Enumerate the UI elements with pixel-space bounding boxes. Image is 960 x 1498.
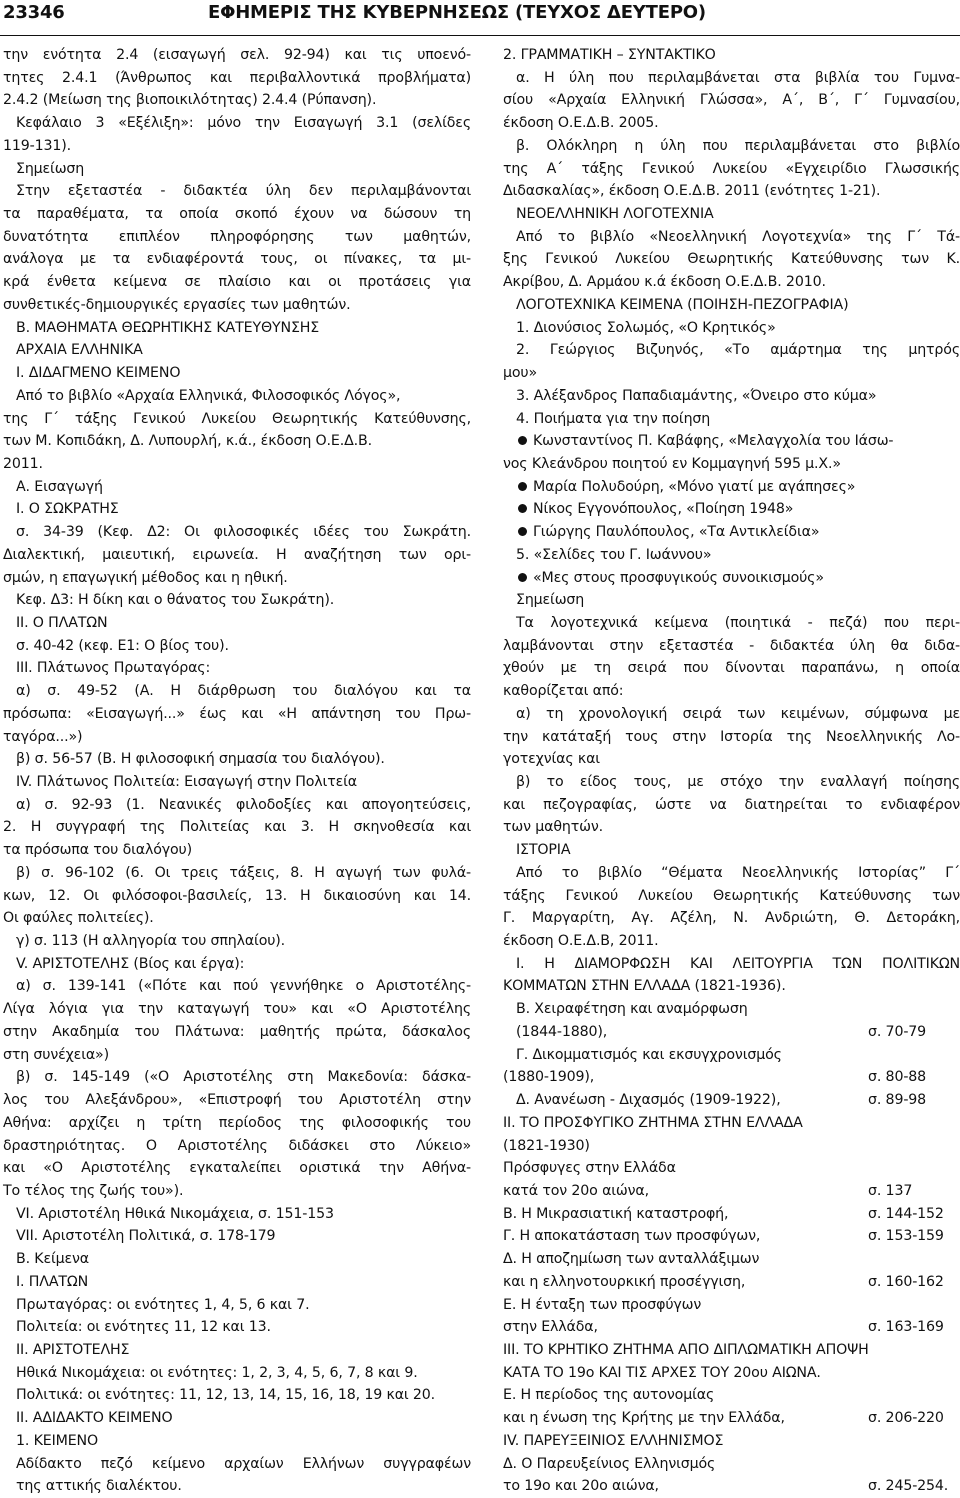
text-line: V. ΑΡΙΣΤΟΤΕΛΗΣ (Βίος και έργα): [16, 955, 245, 972]
history-row [503, 1225, 960, 1248]
history-row [503, 1316, 960, 1339]
text-line: Ι. ΔΙΔΑΓΜΕΝΟ ΚΕΙΜΕΝΟ [16, 365, 181, 382]
text-line: ταγόρα...») [3, 728, 83, 745]
history-topic: και η ελληνοτουρκική προσέγγιση, [503, 1273, 746, 1290]
text-line: κρά ένθετα κείμενα σε πλαίσιο και οι προτάσεις για [3, 274, 471, 291]
text-line: Πολιτικά: οι ενότητες: 11, 12, 13, 14, 15, 16, 18, 19 και 20. [16, 1387, 436, 1404]
history-topic: ΙV. ΠΑΡΕΥΞΕΙΝΙΟΣ ΕΛΛΗΝΙΣΜΟΣ [503, 1432, 724, 1449]
history-topic: ΙΙ. ΤΟ ΠΡΟΣΦΥΓΙΚΟ ΖΗΤΗΜΑ ΣΤΗΝ ΕΛΛΑΔΑ [503, 1114, 803, 1131]
history-row [503, 1384, 960, 1407]
bullet-item [503, 521, 960, 544]
text-line: 1. ΚΕΙΜΕΝΟ [16, 1432, 98, 1449]
page-number: 23346 [3, 2, 65, 23]
history-topic: το 19ο και 20ο αιώνα, [503, 1478, 659, 1495]
text-line: τητες 2.4.1 (Άνθρωπος και περιβαλλοντικά προβλήματα) [3, 69, 471, 86]
text-line: την κατάταξή τους στην Ιστορία της Νεοελληνικής Λο- [503, 728, 960, 745]
text-line: των μαθητών. [503, 819, 603, 836]
bullet-text: Νίκος Εγγονόπουλος, «Ποίηση 1948» [533, 501, 794, 518]
text-line: συνθετικές-δημιουργικές εργασίες των μαθητών. [3, 296, 351, 313]
text-line: Τα λογοτεχνικά κείμενα (ποιητικά - πεζά) που περι- [516, 614, 960, 631]
bullet-text: «Μες στους προσφυγικούς συνοικισμούς» [533, 569, 824, 586]
text-line: Από το βιβλίο «Αρχαία Ελληνικά, Φιλοσοφικός Λόγος», [16, 387, 401, 404]
text-line: Α. Εισαγωγή [16, 478, 103, 495]
text-line: α) σ. 49-52 (Α. Η διάρθρωση του διαλόγου και τα [16, 683, 471, 700]
history-row [503, 1339, 960, 1362]
text-line: 3. Αλέξανδρος Παπαδιαμάντης, «Όνειρο στο κύμα» [516, 387, 877, 404]
text-line: ΙΙ. ΑΡΙΣΤΟΤΕΛΗΣ [16, 1341, 130, 1358]
gazette-title: ΕΦΗΜΕΡΙΣ ΤΗΣ ΚΥΒΕΡΝΗΣΕΩΣ (ΤΕΥΧΟΣ ΔΕΥΤΕΡΟ) [208, 2, 706, 23]
history-pages: σ. 153-159 [868, 1228, 944, 1245]
text-line: σ. 34-39 (Κεφ. Δ2: Οι φιλοσοφικές ιδέες του Σωκράτη. [16, 524, 471, 541]
bullet-text: Μαρία Πολυδούρη, «Μόνο γιατί με αγάπησες» [533, 478, 856, 495]
history-row [503, 1362, 960, 1385]
text-line: Ι. Η ΔΙΑΜΟΡΦΩΣΗ ΚΑΙ ΛΕΙΤΟΥΡΓΙΑ ΤΩΝ ΠΟΛΙΤΙΚΩΝ [516, 955, 960, 972]
text-line: καθορίζεται από: [503, 683, 624, 700]
text-line: στη συνέχεια») [3, 1046, 109, 1063]
text-line: Β. Χειραφέτηση και αναμόρφωση [516, 1001, 748, 1018]
history-pages: σ. 89-98 [868, 1092, 927, 1109]
history-row [503, 1021, 960, 1044]
text-line: α) σ. 92-93 (1. Νεανικές φιλοδοξίες και απογοητεύσεις, [16, 796, 471, 813]
text-line: Αθήνα: αρχίζει η τρίτη περίοδος της φιλοσοφικής του [3, 1114, 471, 1131]
bullet-item [503, 430, 960, 453]
text-line: Γ. Μαργαρίτη, Αγ. Αζέλη, Ν. Ανδριώτη, Θ. Δετοράκη, [503, 910, 960, 927]
text-line: α) σ. 139-141 («Πότε και πού γεννήθηκε ο Αριστοτέλης- [16, 978, 471, 995]
history-topic: (1880-1909), [503, 1069, 595, 1086]
text-line: ξης Γενικού Λυκείου Θεωρητικής Κατεύθυνσης των Κ. [503, 251, 960, 268]
history-row [503, 1135, 960, 1158]
text-line: β. Ολόκληρη η ύλη που περιλαμβάνεται στο βιβλίο [516, 137, 960, 154]
text-line: Αδίδακτο πεζό κείμενο αρχαίων Ελλήνων συγγραφέων [16, 1455, 471, 1472]
text-line: Ακρίβου, Δ. Αρμάου κ.ά έκδοση Ο.Ε.Δ.Β. 2010. [503, 274, 826, 291]
text-line: δραστηριότητας. Ο Αριστοτέλης διδάσκει στο Λύκειο» [3, 1137, 471, 1154]
bullet-icon [518, 527, 527, 536]
text-line: των Μ. Κοπιδάκη, Δ. Λυπουρλή, κ.ά., έκδοση Ο.Ε.Δ.Β. [3, 433, 372, 450]
history-pages: σ. 163-169 [868, 1319, 944, 1336]
text-line: Ι. ΠΛΑΤΩΝ [16, 1273, 89, 1290]
bullet-item [503, 476, 960, 499]
text-line: σίου «Αρχαία Ελληνική Γλώσσα», Α΄, Β΄, Γ΄ Γυμνασίου, [503, 92, 960, 109]
text-line: δυνατότητα επιπλέον πληροφόρησης των μαθητών, [3, 228, 471, 245]
history-topic: Πρόσφυγες στην Ελλάδα [503, 1160, 676, 1177]
text-line: την ενότητα 2.4 (εισαγωγή σελ. 92-94) και τις υποενό- [3, 47, 471, 63]
history-pages: σ. 160-162 [868, 1273, 944, 1290]
text-line: β) το είδος τους, με στόχο την εναλλαγή ποίησης [516, 774, 960, 790]
text-line: ΙΙ. ΑΔΙΔΑΚΤΟ ΚΕΙΜΕΝΟ [16, 1410, 173, 1427]
text-line: και «Ο Αριστοτέλης εγκαταλείπει οριστικά την Αθήνα- [3, 1160, 471, 1177]
history-row [503, 1157, 960, 1180]
history-topic: ΙΙΙ. ΤΟ ΚΡΗΤΙΚΟ ΖΗΤΗΜΑ ΑΠΟ ΔΙΠΛΩΜΑΤΙΚΗ ΑΠΟΨΗ [503, 1341, 869, 1358]
text-line: σ. 40-42 (κεφ. Ε1: Ο βίος του). [16, 637, 229, 654]
text-line: ανάλογα με τα ενδιαφέροντά τους, οι πίνακες, τα μι- [3, 251, 471, 268]
bullet-item [503, 498, 960, 521]
text-line: ΝΕΟΕΛΛΗΝΙΚΗ ΛΟΓΟΤΕΧΝΙΑ [516, 206, 714, 223]
history-topic: Δ. Ο Παρευξείνιος Ελληνισμός [503, 1455, 716, 1472]
history-row [503, 1089, 960, 1112]
text-line: Σημείωση [516, 592, 585, 609]
history-topic: Β. Η Μικρασιατική καταστροφή, [503, 1205, 729, 1222]
history-topic: Ε. Η περίοδος της αυτονομίας [503, 1387, 715, 1404]
text-line: Λίγα λόγια για την καταγωγή του» και «Ο Αριστοτέλης [3, 1001, 471, 1018]
history-topic: Γ. Η αποκατάσταση των προσφύγων, [503, 1228, 761, 1245]
text-line: τα πρόσωπα του διαλόγου) [3, 842, 192, 859]
text-line: β) σ. 96-102 (6. Οι τρεις τάξεις, 8. Η αγωγή των φυλά- [16, 864, 471, 881]
history-row [503, 1475, 960, 1498]
history-topic: κατά τον 20ο αιώνα, [503, 1182, 649, 1199]
text-line: και πεζογραφίας, ώστε να διατηρείται το ενδιαφέρον [503, 796, 960, 813]
text-line: ΙV. Πλάτωνος Πολιτεία: Εισαγωγή στην Πολιτεία [16, 774, 357, 790]
history-topic: Ε. Η ένταξη των προσφύγων [503, 1296, 702, 1313]
text-line: μου» [503, 365, 537, 382]
text-line: της Γ΄ τάξης Γενικού Λυκείου Θεωρητικής Κατεύθυνσης, [3, 410, 471, 427]
history-pages: σ. 245-254. [868, 1478, 949, 1495]
history-row [503, 1044, 960, 1067]
history-topic: ΚΑΤΑ ΤΟ 19ο ΚΑΙ ΤΙΣ ΑΡΧΕΣ ΤΟΥ 20ου ΑΙΩΝΑ. [503, 1364, 821, 1381]
text-line: τάξης Γενικού Λυκείου Θεωρητικής Κατεύθυνσης των [503, 887, 960, 904]
text-line: Από το βιβλίο “Θέματα Νεοελληνικής Ιστορίας” Γ΄ [516, 864, 960, 881]
bullet-text: Κωνσταντίνος Π. Καβάφης, «Μελαγχολία του Ιάσω- [533, 433, 894, 450]
text-line: 2. Γεώργιος Βιζυηνός, «Το αμάρτημα της μητρός [516, 342, 960, 359]
text-line: Οι φαύλες πολιτείες). [3, 910, 154, 927]
text-line: ΙΙΙ. Πλάτωνος Πρωταγόρας: [16, 660, 211, 677]
text-line: 2.4.2 (Μείωση της βιοποικιλότητας) 2.4.4 (Ρύπανση). [3, 92, 377, 109]
text-line: VII. Αριστοτέλη Πολιτικά, σ. 178-179 [16, 1228, 276, 1245]
right-column [503, 44, 960, 1498]
text-line: Από το βιβλίο «Νεοελληνική Λογοτεχνία» της Γ΄ Τά- [516, 228, 960, 245]
bullet-icon [518, 504, 527, 513]
left-column [3, 44, 471, 1498]
history-row [503, 1180, 960, 1203]
text-line: 4. Ποιήματα για την ποίηση [516, 410, 711, 427]
text-line: Διαλεκτική, μαιευτική, ειρωνεία. Η αναζήτηση των ορι- [3, 546, 471, 563]
text-line: ΑΡΧΑΙΑ ΕΛΛΗΝΙΚΑ [16, 342, 143, 359]
text-line: α. Η ύλη που περιλαμβάνεται στα βιβλία του Γυμνα- [516, 69, 960, 86]
history-topic: (1821-1930) [503, 1137, 590, 1154]
history-row [503, 1407, 960, 1430]
text-line: Το τέλος της ζωής του»). [3, 1182, 184, 1199]
text-line: Σημείωση [16, 160, 85, 177]
text-line: Ηθικά Νικομάχεια: οι ενότητες: 1, 2, 3, 4, 5, 6, 7, 8 και 9. [16, 1364, 418, 1381]
text-line: έκδοση Ο.Ε.Δ.Β, 2011. [503, 933, 659, 950]
text-line: ΙΣΤΟΡΙΑ [516, 842, 571, 859]
text-line: VI. Αριστοτέλη Ηθικά Νικομάχεια, σ. 151-153 [16, 1205, 334, 1222]
text-line: Β. Κείμενα [16, 1251, 89, 1268]
text-line: 2011. [3, 455, 43, 472]
text-line: τα παραθέματα, τα οποία σκοπό έχουν να δώσουν τη [3, 206, 471, 223]
bullet-icon [518, 573, 527, 582]
history-pages: σ. 137 [868, 1182, 913, 1199]
text-line: Διδασκαλίας», έκδοση Ο.Ε.Δ.Β. 2011 (ενότητες 1-21). [503, 183, 881, 200]
text-line: ΛΟΓΟΤΕΧΝΙΚΑ ΚΕΙΜΕΝΑ (ΠΟΙΗΣΗ-ΠΕΖΟΓΡΑΦΙΑ) [516, 296, 849, 313]
text-line: Πολιτεία: οι ενότητες 11, 12 και 13. [16, 1319, 271, 1336]
history-topic: Δ. Η αποζημίωση των ανταλλάξιμων [503, 1251, 760, 1268]
text-line: 1. Διονύσιος Σολωμός, «Ο Κρητικός» [516, 319, 776, 336]
text-line: Πρωταγόρας: οι ενότητες 1, 4, 5, 6 και 7. [16, 1296, 310, 1313]
history-pages: σ. 144-152 [868, 1205, 944, 1222]
text-line: χθούν με τη σειρά που δίνονται παραπάνω, η οποία [503, 660, 960, 677]
text-line: ΚΟΜΜΑΤΩΝ ΣΤΗΝ ΕΛΛΑΔΑ (1821-1936). [503, 978, 786, 995]
history-topic: (1844-1880), [516, 1023, 608, 1040]
text-line: Β. ΜΑΘΗΜΑΤΑ ΘΕΩΡΗΤΙΚΗΣ ΚΑΤΕΥΘΥΝΣΗΣ [16, 319, 320, 336]
history-row [503, 1203, 960, 1226]
history-row [503, 1453, 960, 1476]
text-line: α) τη χρονολογική σειρά των κειμένων, σύμφωνα με [516, 705, 960, 722]
text-line: πρόσωπα: «Εισαγωγή...» έως και «Η απάντηση του Πρω- [3, 705, 471, 722]
history-row [503, 1271, 960, 1294]
history-row [503, 1294, 960, 1317]
history-topic: και η ένωση της Κρήτης με την Ελλάδα, [503, 1410, 785, 1427]
text-line: λαμβάνονται στην εξεταστέα - διδακτέα ύλη θα διδα- [503, 637, 960, 654]
text-line: Κεφ. Δ3: Η δίκη και ο θάνατος του Σωκράτη). [16, 592, 335, 609]
bullet-text: Γιώργης Παυλόπουλος, «Τα Αντικλείδια» [533, 524, 820, 541]
text-line: στην Ακαδημία του Πλάτωνα: μαθητής πρώτα, δάσκαλος [3, 1023, 471, 1040]
text-line: β) σ. 145-149 («Ο Αριστοτέλης στη Μακεδονία: δάσκα- [16, 1069, 471, 1086]
text-line: Κεφάλαιο 3 «Εξέλιξη»: μόνο την Εισαγωγή 3.1 (σελίδες [16, 115, 471, 132]
history-pages: σ. 206-220 [868, 1410, 944, 1427]
text-line: ΙΙ. Ο ΠΛΑΤΩΝ [16, 614, 108, 631]
history-topic: στην Ελλάδα, [503, 1319, 598, 1336]
bullet-item [503, 567, 960, 590]
history-row [503, 1066, 960, 1089]
header-rule [0, 35, 960, 36]
history-row [503, 1430, 960, 1453]
text-line: 2. ΓΡΑΜΜΑΤΙΚΗ – ΣΥΝΤΑΚΤΙΚΟ [503, 47, 716, 63]
text-line: γοτεχνίας και [503, 751, 600, 768]
text-line: κων, 12. Οι φιλόσοφοι-βασιλείς, 13. Η δικαιοσύνη και 14. [3, 887, 471, 904]
history-topic: Γ. Δικομματισμός και εκσυγχρονισμός [516, 1046, 782, 1063]
text-line: 2. Η συγγραφή της Πολιτείας και 3. Η σκηνοθεσία και [3, 819, 471, 836]
text-line: γ) σ. 113 (Η αλληγορία του σπηλαίου). [16, 933, 286, 950]
text-line: Στην εξεταστέα - διδακτέα ύλη δεν περιλαμβάνονται [16, 183, 471, 200]
bullet-icon [518, 436, 527, 445]
text-line: β) σ. 56-57 (Β. Η φιλοσοφική σημασία του διαλόγου). [16, 751, 385, 768]
history-pages: σ. 70-79 [868, 1023, 927, 1040]
text-line: έκδοση Ο.Ε.Δ.Β. 2005. [503, 115, 659, 132]
bullet-icon [518, 482, 527, 491]
text-line: 5. «Σελίδες του Γ. Ιωάννου» [516, 546, 712, 563]
text-line: λος του Αλεξάνδρου», «Επιστροφή του Αριστοτέλη στην [3, 1092, 471, 1109]
text-line: της Α΄ τάξης Γενικού Λυκείου «Εγχειρίδιο Γλωσσικής [503, 160, 960, 177]
text-line: της αττικής διαλέκτου. [16, 1478, 182, 1495]
history-row [503, 1112, 960, 1135]
history-row [503, 1248, 960, 1271]
text-line: νος Κλεάνδρου ποιητού εν Κομμαγηνή 595 μ.Χ.» [503, 455, 841, 472]
text-line: Ι. Ο ΣΩΚΡΑΤΗΣ [16, 501, 119, 518]
text-line: 119-131). [3, 137, 71, 154]
page-header [0, 2, 960, 36]
text-line: σμών, η επαγωγική μέθοδος και η ηθική. [3, 569, 288, 586]
history-topic: Δ. Ανανέωση - Διχασμός (1909-1922), [516, 1092, 781, 1109]
history-pages: σ. 80-88 [868, 1069, 927, 1086]
